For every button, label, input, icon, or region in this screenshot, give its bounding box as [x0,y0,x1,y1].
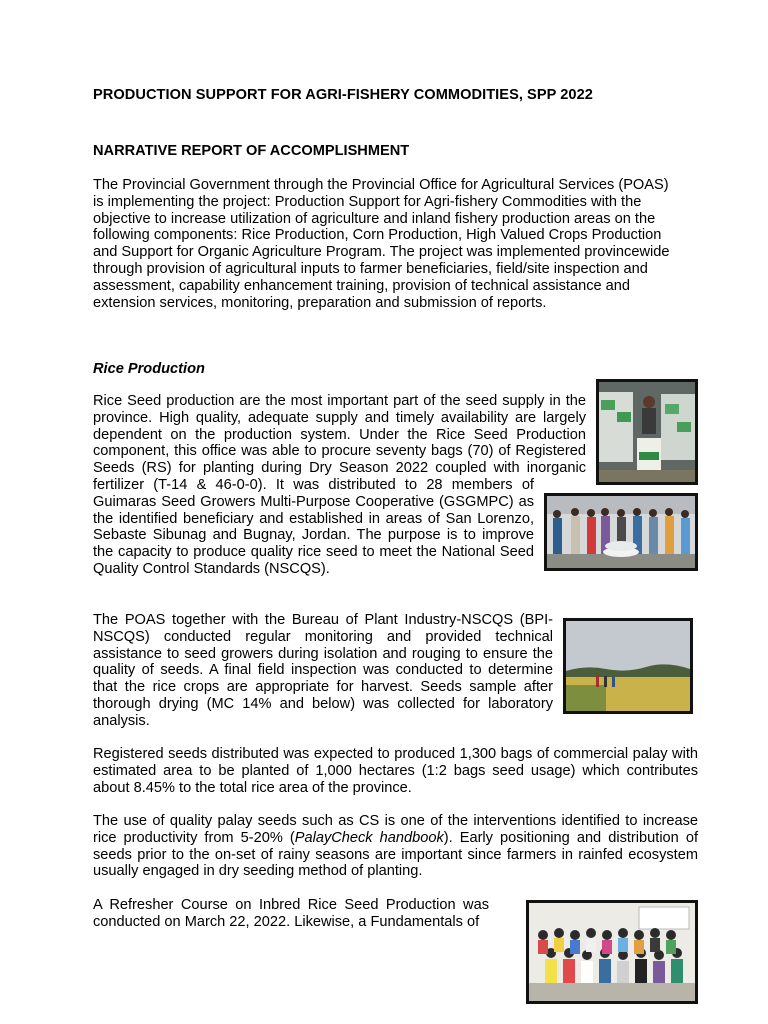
report-subtitle: NARRATIVE REPORT OF ACCOMPLISHMENT [93,143,410,159]
quality-seeds-paragraph [93,813,698,880]
rice-seed-paragraph-text: Rice Seed production are the most important part of the seed supply in the province. High quality, adequate supply and timely availability are largely dependent on the production system. Under the Rice Seed Production component, this office was able to procure seventy bags (70) of Registered Seeds (RS) for planting during Dry Season 2022 coupled with inorganic fertilizer (T-14 & 46-0-0). It was distributed to 28 members of Guimaras Seed Growers Multi-Purpose Cooperative (GSGMPC) as the identified beneficiary and established in areas of San Lorenzo, Sebaste Sibunag and Bugnay, Jordan. The purpose is to improve the capacity to produce quality rice seed to meet the National Seed Quality Control Standards (NSCQS). [93,393,586,577]
document-title: PRODUCTION SUPPORT FOR AGRI-FISHERY COMMODITIES, SPP 2022 [93,87,593,103]
monitoring-paragraph: The POAS together with the Bureau of Plant Industry-NSCQS (BPI-NSCQS) conducted regular monitoring and provided technical assistance to seed growers during isolation and rouging to ensure the quality of seeds. A final field inspection was conducted to determine that the rice crops are appropriate for harvest. Seeds sample after thorough drying (MC 14% and below) was collected for laboratory analysis. [93,612,553,729]
palaycheck-handbook-ref: PalayCheck handbook [294,829,444,846]
cooperative-members-photo [544,493,698,571]
intro-paragraph: The Provincial Government through the Provincial Office for Agricultural Services (POAS) is implementing the project: Production Support for Agri-fishery Commodities with the objective to increase utilization of agriculture and inland fishery production areas on the following components: Rice Production, Corn Production, High Valued Crops Production and Support for Organic Agriculture Program. The project was implemented provincewide through provision of agricultural inputs to farmer beneficiaries, field/site inspection and assessment, capability enhancement training, provision of technical assistance and extension services, monitoring, preparation and submission of reports. [93,177,670,311]
training-participants-photo [526,900,698,1004]
refresher-course-paragraph: A Refresher Course on Inbred Rice Seed Production was conducted on March 22, 2022. Likewise, a Fundamentals of [93,897,489,930]
para4-text-a: The use of quality palay seeds such as CS is one of the interventions identified to increase rice productivity from 5-20% ( [93,813,698,846]
registered-seeds-paragraph: Registered seeds distributed was expected to produced 1,300 bags of commercial palay with estimated area to be planted of 1,000 hectares (1:2 bags seed usage) which contributes about 8.45% to the total rice area of the province. [93,746,698,796]
para4-text-b: ). Early positioning and distribution of seeds prior to the on-set of rainy seasons are important since farmers in rainfed ecosystem usually engaged in dry seeding method of planting. [93,829,699,880]
seed-bags-photo [596,379,698,485]
field-inspection-photo [563,618,693,714]
section-heading-rice-production: Rice Production [93,361,205,377]
